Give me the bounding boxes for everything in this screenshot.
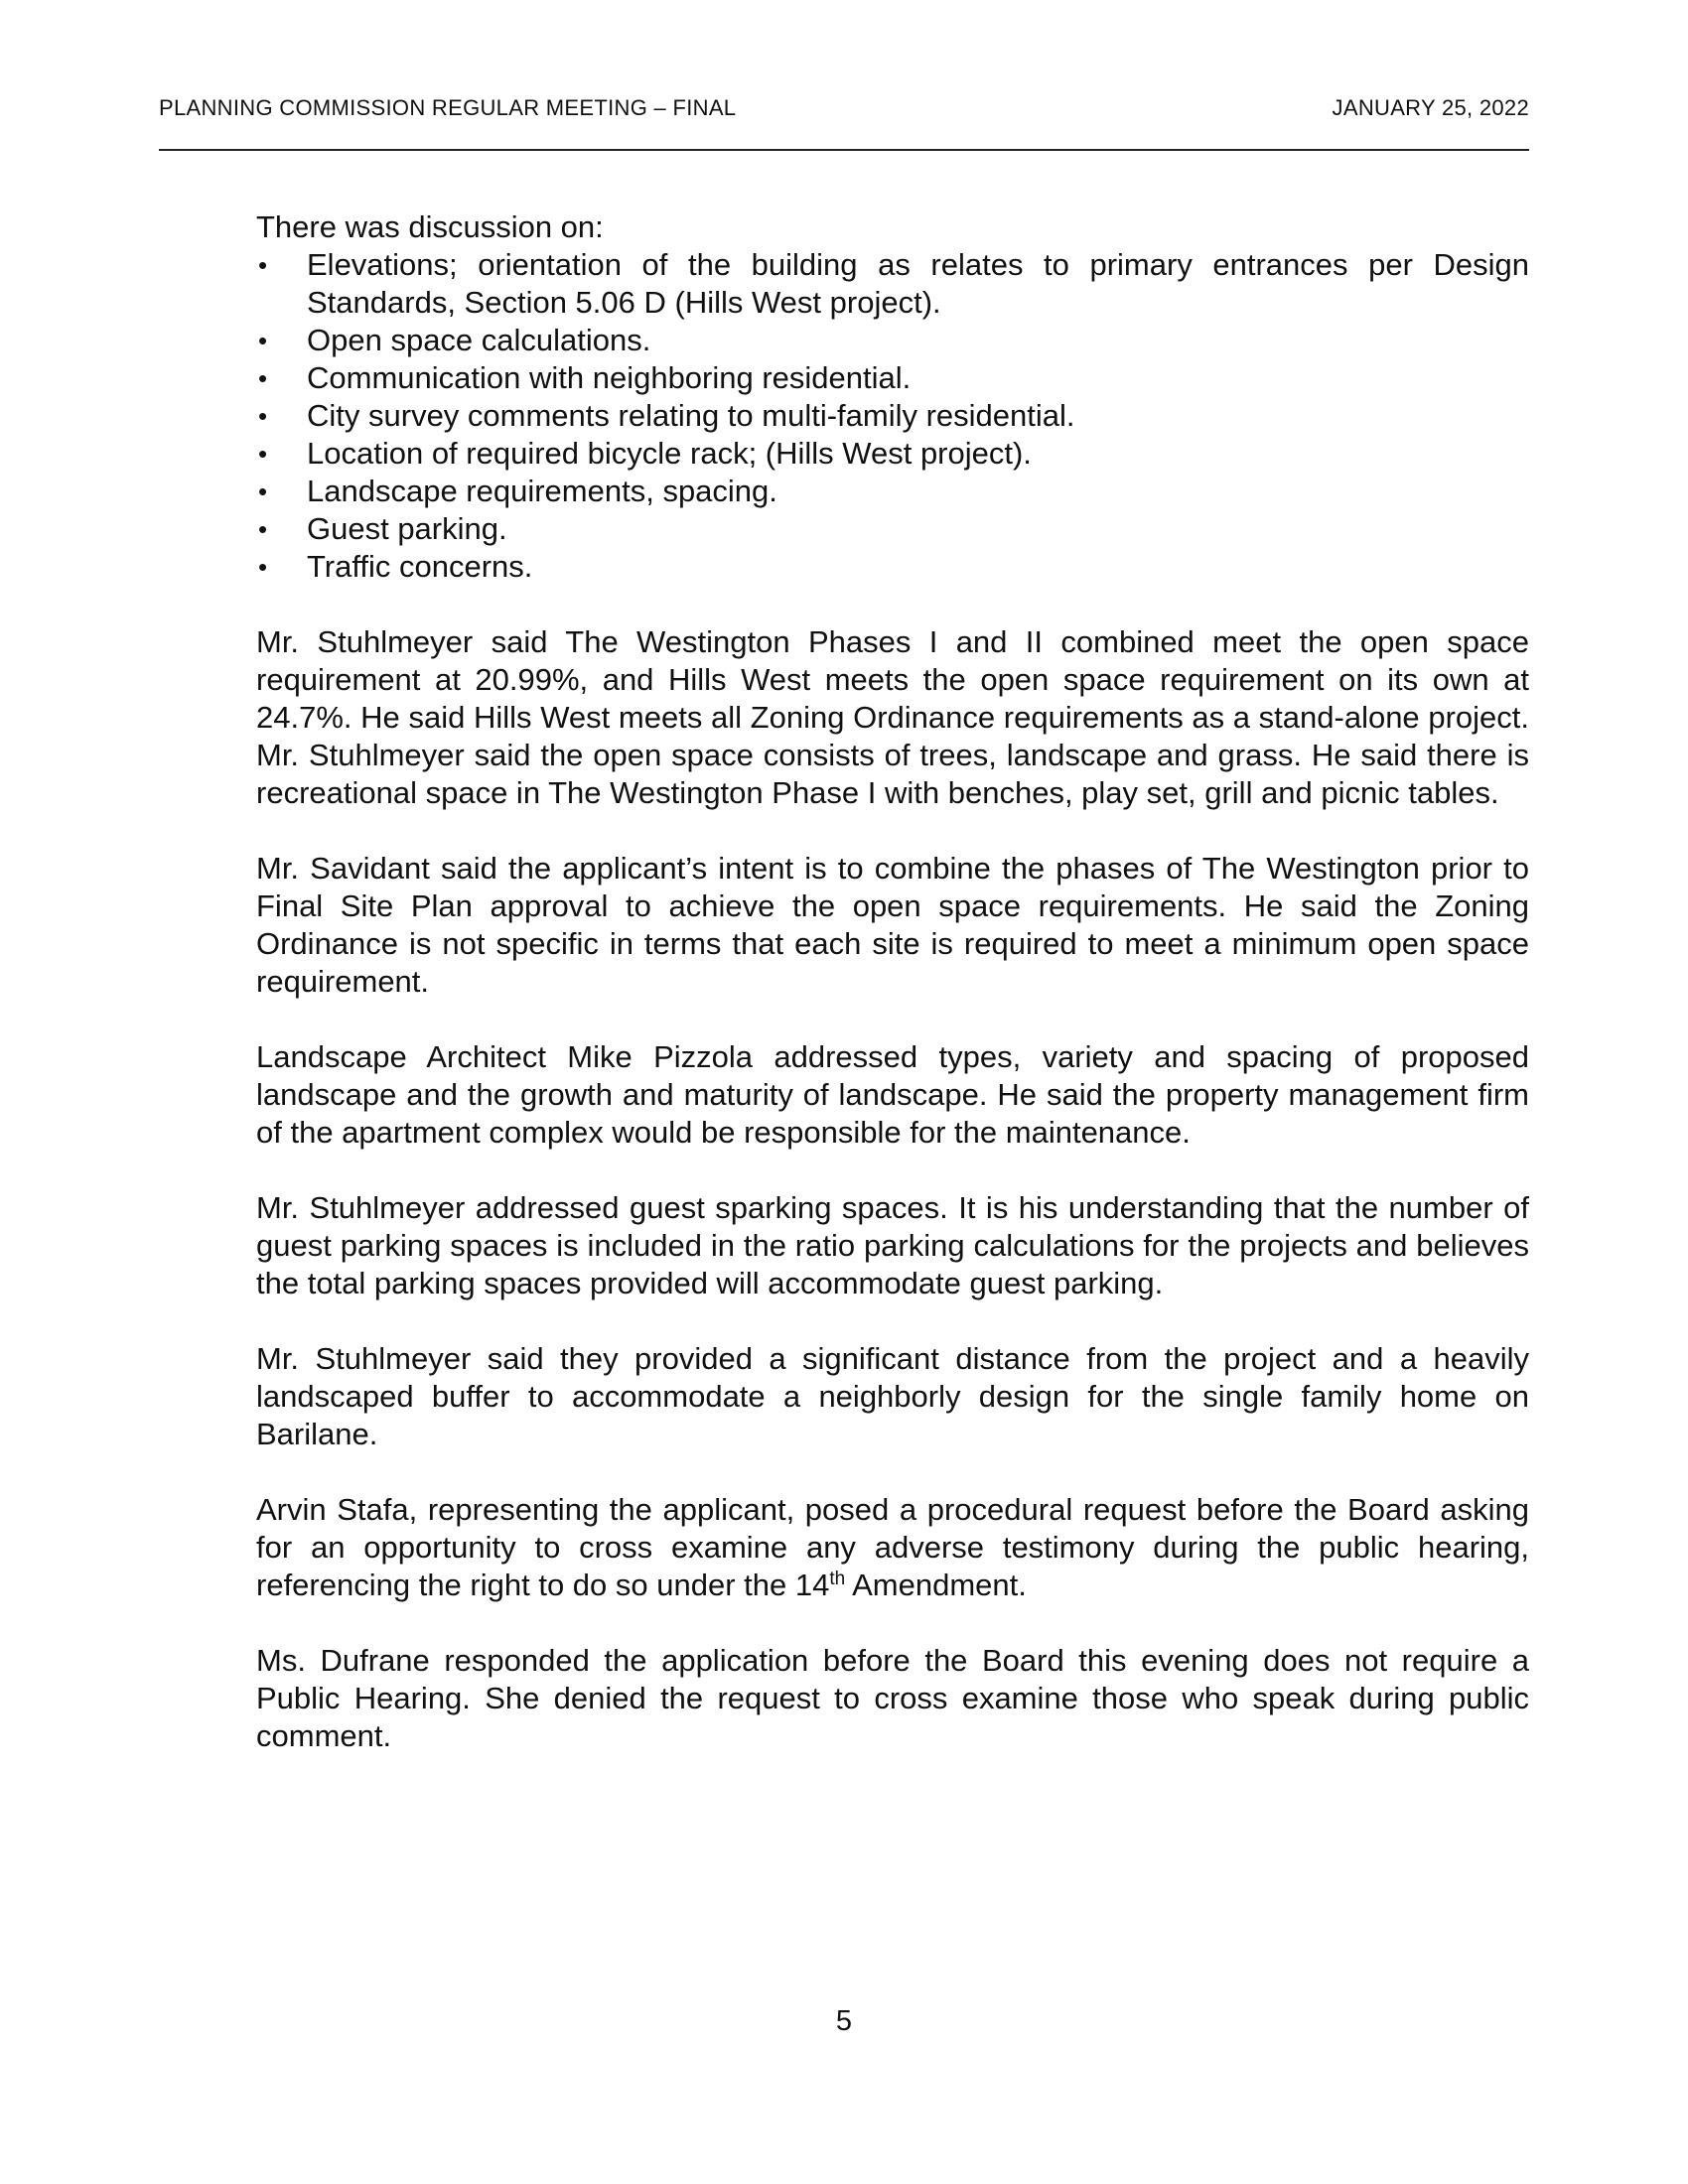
topic-text: Elevations; orientation of the building as relates to primary entrances per Design Standards, Section 5.06 D (Hills West project). [307, 247, 1529, 320]
topic-text: Traffic concerns. [307, 549, 533, 584]
list-item [256, 510, 1529, 548]
list-item [256, 397, 1529, 435]
buffer-paragraph: Mr. Stuhlmeyer said they provided a significant distance from the project and a heavily landscaped buffer to accommodate a neighborly design for the single family home on Barilane. [256, 1341, 1529, 1451]
bullet-icon: • [258, 439, 268, 469]
topic-text: Communication with neighboring residential. [307, 360, 912, 395]
topic-text: City survey comments relating to multi-family residential. [307, 398, 1075, 433]
savidant-paragraph: Mr. Savidant said the applicant’s intent is to combine the phases of The Westington prior to Final Site Plan approval to achieve the open space requirements. He said the Zoning Ordinance is not specific in terms that each site is required to meet a minimum open space requirement. [256, 851, 1529, 999]
stafa-text: Arvin Stafa, representing the applicant, posed a procedural request before the Board asking for an opportunity to cross examine any adverse testimony during the public hearing, referencing the right to do so under the 14 [256, 1492, 1529, 1602]
bullet-icon: • [258, 552, 268, 582]
topic-text: Location of required bicycle rack; (Hills West project). [307, 436, 1032, 471]
list-item [256, 435, 1529, 473]
dufrane-paragraph: Ms. Dufrane responded the application before the Board this evening does not require a Public Hearing. She denied the request to cross examine those who speak during public comment. [256, 1643, 1529, 1753]
minutes-body [256, 208, 1529, 1793]
bullet-icon: • [258, 326, 268, 355]
stafa-paragraph [256, 1491, 1529, 1604]
topic-text: Open space calculations. [307, 323, 651, 357]
list-item [256, 322, 1529, 359]
open-space-paragraph: Mr. Stuhlmeyer said The Westington Phases I and II combined meet the open space requirement at 20.99%, and Hills West meets the open space requirement on its own at 24.7%. He said Hills West meets all Zoning Ordinance requirements as a stand-alone project. Mr. Stuhlmeyer said the open space consists of trees, landscape and grass. He said there is recreational space in The Westington Phase I with benches, play set, grill and picnic tables. [256, 624, 1529, 810]
list-item [256, 246, 1529, 322]
discussion-topics-list [256, 246, 1529, 586]
bullet-icon: • [258, 363, 268, 393]
stafa-text-end: Amendment. [845, 1568, 1027, 1602]
bullet-icon: • [258, 401, 268, 431]
header-meeting-title: PLANNING COMMISSION REGULAR MEETING – FINAL [159, 95, 737, 120]
page-number: 5 [835, 2005, 853, 2037]
topic-text: Landscape requirements, spacing. [307, 474, 777, 508]
landscape-paragraph: Landscape Architect Mike Pizzola addressed types, variety and spacing of proposed landscape and the growth and maturity of landscape. He said the property management firm of the apartment complex would be responsible for the maintenance. [256, 1039, 1529, 1150]
list-item [256, 473, 1529, 510]
bullet-icon: • [258, 250, 268, 280]
topic-text: Guest parking. [307, 511, 507, 546]
ordinal-suffix: th [829, 1569, 846, 1589]
header-meeting-date: JANUARY 25, 2022 [1332, 95, 1529, 120]
list-item [256, 359, 1529, 397]
discussion-intro: There was discussion on: [256, 209, 604, 244]
guest-parking-paragraph: Mr. Stuhlmeyer addressed guest sparking spaces. It is his understanding that the number of guest parking spaces is included in the ratio parking calculations for the projects and believes the total parking spaces provided will accommodate guest parking. [256, 1190, 1529, 1300]
bullet-icon: • [258, 477, 268, 506]
list-item [256, 548, 1529, 586]
bullet-icon: • [258, 514, 268, 544]
header-divider [159, 149, 1529, 151]
